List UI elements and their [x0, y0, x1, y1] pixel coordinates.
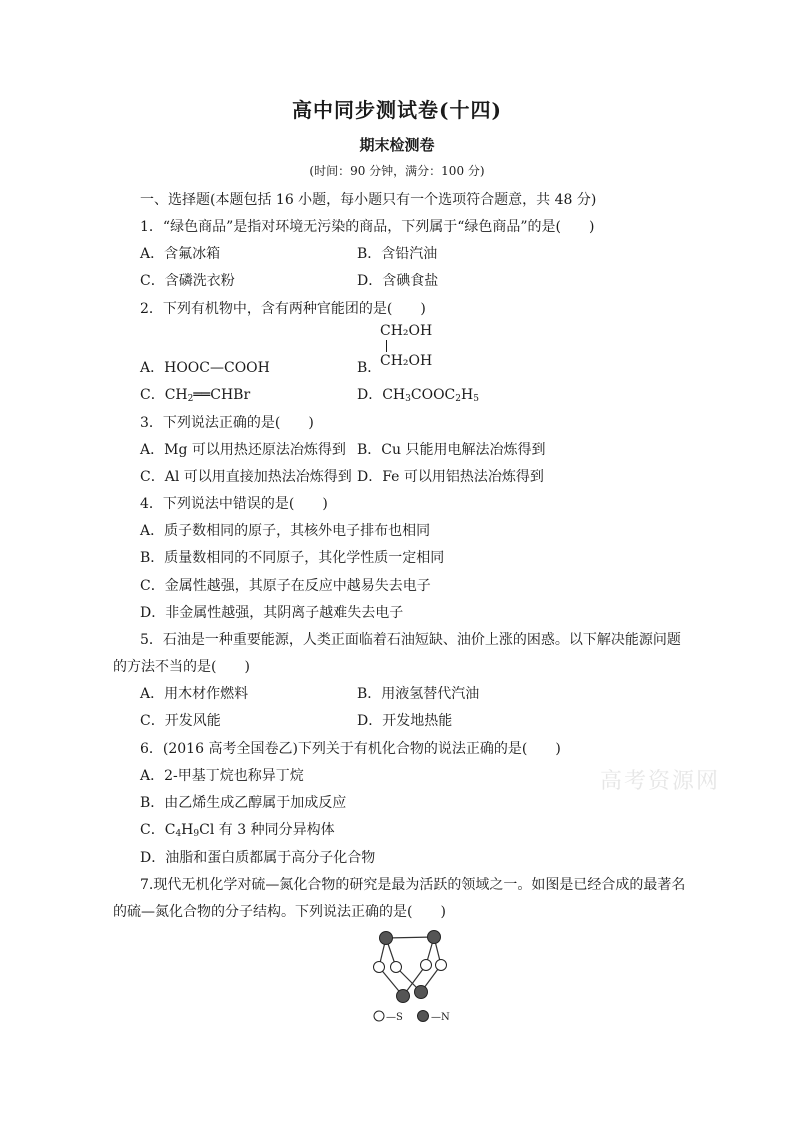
q6-c-s2: 9	[193, 829, 200, 839]
nitrogen-atom-top-right	[428, 931, 441, 944]
q3-option-a: A．Mg 可以用热还原法冶炼得到	[140, 442, 346, 458]
q5-stem: 5．石油是一种重要能源，人类正面临着石油短缺、油价上涨的困惑。以下解决能源问题	[140, 632, 681, 648]
q2-option-c	[140, 386, 250, 408]
q6-option-d: D．油脂和蛋白质都属于高分子化合物	[140, 850, 376, 866]
q2-d-s2: 2	[455, 394, 462, 404]
sulfur-atom-2	[391, 962, 402, 973]
page-title: 高中同步测试卷(十四)	[292, 98, 502, 122]
q6-option-a: A．2-甲基丁烷也称异丁烷	[140, 768, 304, 784]
q6-c-prefix: C．C	[140, 822, 176, 838]
q2-d-s3: 5	[473, 394, 479, 404]
q3-option-b: B．Cu 只能用电解法冶炼得到	[357, 442, 546, 458]
q2-option-a: A．HOOC—COOH	[140, 360, 270, 376]
section-heading: 一、选择题(本题包括 16 小题，每小题只有一个选项符合题意，共 48 分)	[140, 192, 597, 208]
q2-c-sub: 2	[187, 394, 194, 404]
q2-b-bottom: CH₂OH	[380, 353, 433, 369]
q4-option-d: D．非金属性越强，其阴离子越难失去电子	[140, 605, 404, 621]
q2-d-mid: COOC	[410, 387, 456, 403]
q2-stem: 2．下列有机物中，含有两种官能团的是( )	[140, 301, 426, 317]
q2-d-s1: 3	[405, 394, 411, 404]
sulfur-atom-3	[421, 960, 432, 971]
q5-option-c: C．开发风能	[140, 713, 221, 729]
q6-c-suffix: Cl 有 3 种同分异构体	[199, 822, 335, 838]
q4-option-c: C．金属性越强，其原子在反应中越易失去电子	[140, 578, 431, 594]
nitrogen-atom-top-left	[380, 932, 393, 945]
q2-b-top: CH₂OH	[380, 323, 433, 339]
nitrogen-atom-bottom-right	[415, 986, 428, 999]
watermark: 高考资源网	[600, 769, 721, 794]
q6-stem: 6．(2016 高考全国卷乙)下列关于有机化合物的说法正确的是( )	[140, 741, 561, 757]
q4-option-a: A．质子数相同的原子，其核外电子排布也相同	[140, 523, 431, 539]
q2-option-b-label: B．	[357, 360, 382, 376]
q1-stem: 1．“绿色商品”是指对环境无污染的商品，下列属于“绿色商品”的是( )	[140, 219, 595, 235]
nitrogen-atom-bottom-left	[397, 990, 410, 1003]
q3-option-d: D．Fe 可以用铝热法冶炼得到	[357, 469, 544, 485]
q6-option-c	[140, 821, 335, 843]
q3-option-c: C．Al 可以用直接加热法冶炼得到	[140, 469, 352, 485]
legend-sulfur-label: —S	[386, 1012, 403, 1023]
q5-stem-continued: 的方法不当的是( )	[113, 659, 250, 675]
q4-option-b: B．质量数相同的不同原子，其化学性质一定相同	[140, 550, 445, 566]
q6-c-mid: H	[181, 822, 194, 838]
time-note: (时间：90 分钟，满分：100 分)	[309, 164, 485, 178]
q5-option-d: D．开发地热能	[357, 713, 453, 729]
q2-b-bond	[386, 340, 387, 352]
q4-stem: 4．下列说法中错误的是( )	[140, 496, 328, 512]
q2-c-prefix: C．CH	[140, 387, 188, 403]
q1-option-a: A．含氟冰箱	[140, 246, 221, 262]
q2-option-d	[357, 386, 479, 408]
legend-sulfur-circle	[374, 1011, 384, 1021]
q7-stem-continued: 的硫—氮化合物的分子结构。下列说法正确的是( )	[113, 904, 446, 920]
q3-stem: 3．下列说法正确的是( )	[140, 415, 314, 431]
q1-option-d: D．含碘食盐	[357, 273, 439, 289]
q5-option-b: B．用液氢替代汽油	[357, 686, 480, 702]
q2-d-mid2: H	[461, 387, 474, 403]
page-subtitle: 期末检测卷	[359, 136, 435, 154]
sulfur-atom-1	[374, 962, 385, 973]
q2-option-b-structure	[380, 322, 432, 370]
q2-c-suffix: ══CHBr	[193, 387, 251, 403]
q6-option-b: B．由乙烯生成乙醇属于加成反应	[140, 795, 347, 811]
q6-c-s1: 4	[175, 829, 182, 839]
q2-d-prefix: D．CH	[357, 387, 406, 403]
sulfur-atom-4	[436, 960, 447, 971]
legend-nitrogen-label: —N	[431, 1012, 450, 1023]
legend-nitrogen-circle	[418, 1011, 429, 1022]
q7-stem: 7.现代无机化学对硫—氮化合物的研究是最为活跃的领域之一。如图是已经合成的最著名	[140, 877, 686, 893]
q5-option-a: A．用木材作燃料	[140, 686, 249, 702]
s4n4-molecule-diagram	[360, 925, 480, 1035]
q1-option-b: B．含铅汽油	[357, 246, 438, 262]
q1-option-c: C．含磷洗衣粉	[140, 273, 235, 289]
